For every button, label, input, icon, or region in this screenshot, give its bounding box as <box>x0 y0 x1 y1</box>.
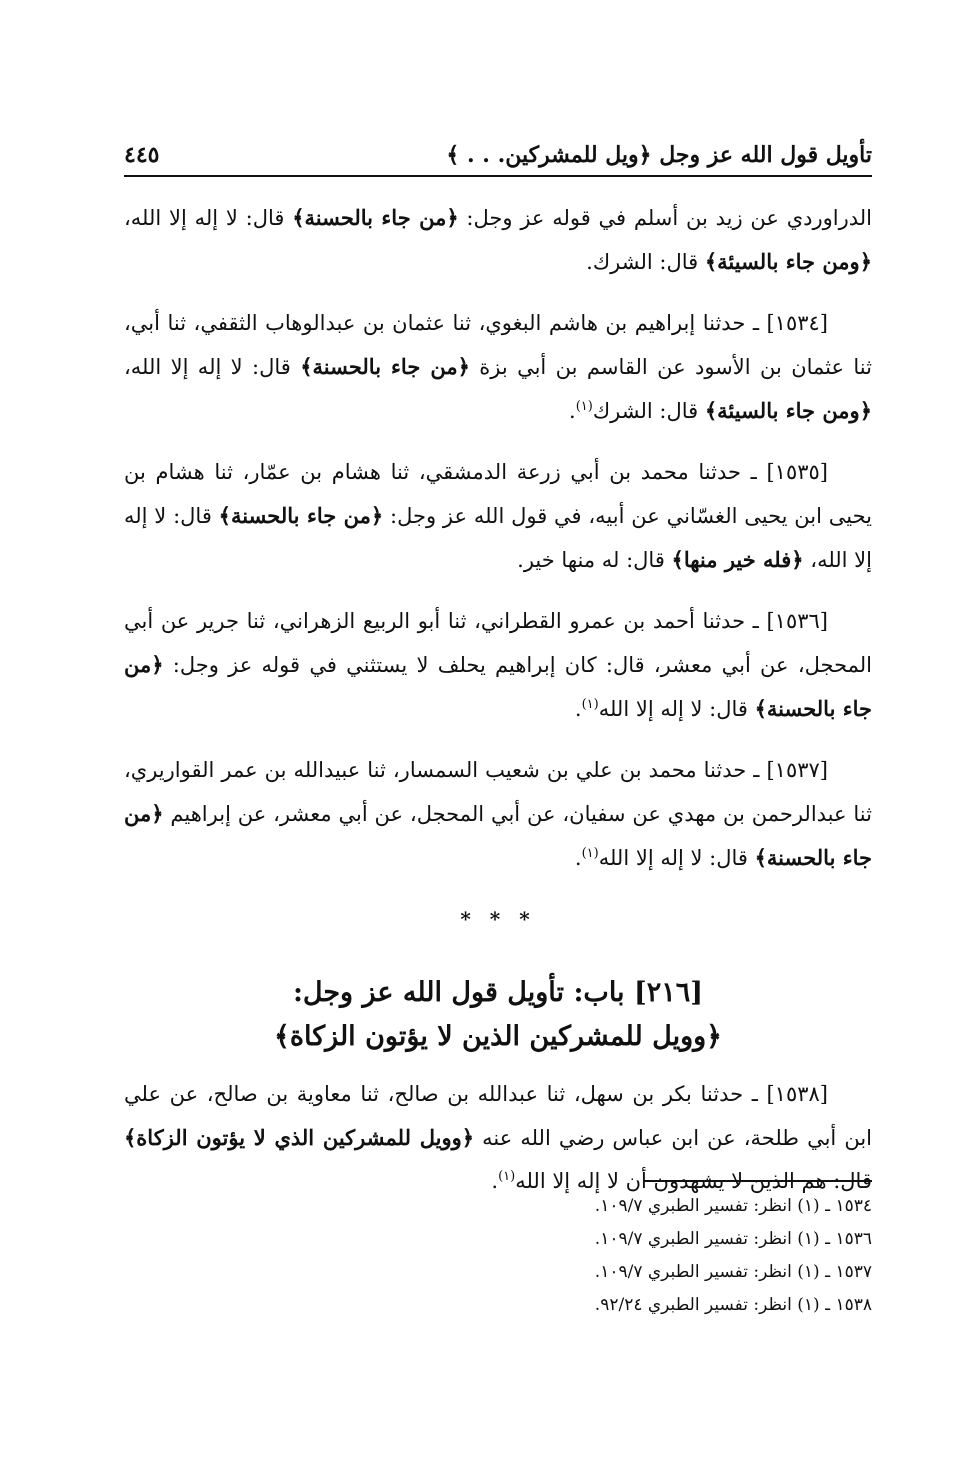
footnote: ١٥٣٦ ـ (١) انظر: تفسير الطبري ١٠٩/٧. <box>594 1229 872 1249</box>
footnote-marker: (١) <box>581 846 599 861</box>
quran-quote: ﴿وويل للمشركين الذي لا يؤتون الزكاة﴾ <box>124 1125 475 1150</box>
footnote: ١٥٣٨ ـ (١) انظر: تفسير الطبري ٩٢/٢٤. <box>594 1295 872 1315</box>
quran-quote: ﴿من جاء بالحسنة﴾ <box>124 801 872 870</box>
footnotes <box>124 1190 872 1322</box>
quran-quote: ﴿ومن جاء بالسيئة﴾ <box>704 249 872 274</box>
chapter-title: [٢١٦] باب: تأويل قول الله عز وجل: <box>292 977 704 1008</box>
paragraph-continuation: الدراوردي عن زيد بن أسلم في قوله عز وجل: ﴿من جاء بالحسنة﴾ قال: لا إله إلا الله، ﴿ومن جاء بالسيئة﴾ قال: الشرك. <box>124 205 873 274</box>
running-header <box>124 128 872 168</box>
hadith-1534: [١٥٣٤] ـ حدثنا إبراهيم بن هاشم البغوي، ثنا عثمان بن عبدالوهاب الثقفي، ثنا أبي، ثنا عثمان بن الأسود عن القاسم بن أبي بزة ﴿من جاء بالحسنة﴾ قال: لا إله إلا الله، ﴿ومن جاء بالسيئة﴾ قال: الشرك$^{(١)}$. <box>124 311 872 423</box>
quran-quote: ﴿من جاء بالحسنة﴾ <box>218 503 384 528</box>
header-rule <box>124 175 872 177</box>
chapter-heading <box>124 971 872 1059</box>
hadith-1537: [١٥٣٧] ـ حدثنا محمد بن علي بن شعيب السمسار، ثنا عبيدالله بن عمر القواريري، ثنا عبدالرحمن بن مهدي عن سفيان، عن أبي المحجل، عن أبي معشر، عن إبراهيم ﴿من جاء بالحسنة﴾ قال: لا إله إلا الله$^{(١)}$. <box>124 758 872 870</box>
hadith-1535: [١٥٣٥] ـ حدثنا محمد بن أبي زرعة الدمشقي، ثنا هشام بن عمّار، ثنا هشام بن يحيى ابن يحيى الغسّاني عن أبيه، في قول الله عز وجل: ﴿من جاء بالحسنة﴾ قال: لا إله إلا الله، ﴿فله خير منها﴾ قال: له منها خير. <box>124 460 872 572</box>
footnote-marker: (١) <box>575 399 593 414</box>
quran-quote: ﴿من جاء بالحسنة﴾ <box>124 652 872 721</box>
footnote-rule <box>643 1180 872 1182</box>
quran-quote: ﴿ومن جاء بالسيئة﴾ <box>704 398 872 423</box>
footnote-marker: (١) <box>581 697 599 712</box>
footnote: ١٥٣٧ ـ (١) انظر: تفسير الطبري ١٠٩/٧. <box>594 1262 872 1282</box>
section-separator: * * * <box>460 907 536 931</box>
footnote: ١٥٣٤ ـ (١) انظر: تفسير الطبري ١٠٩/٧. <box>594 1196 872 1216</box>
footnote-marker: (١) <box>498 1169 516 1184</box>
quran-quote: ﴿فله خير منها﴾ <box>671 547 804 572</box>
hadith-1536: [١٥٣٦] ـ حدثنا أحمد بن عمرو القطراني، ثنا أبو الربيع الزهراني، ثنا جرير عن أبي المحجل، عن أبي معشر، قال: كان إبراهيم يحلف لا يستثني في قوله عز وجل: ﴿من جاء بالحسنة﴾ قال: لا إله إلا الله$^{(١)}$. <box>124 609 872 721</box>
hadith-1538: [١٥٣٨] ـ حدثنا بكر بن سهل، ثنا عبدالله بن صالح، ثنا معاوية بن صالح، عن علي ابن أبي طلحة، عن ابن عباس رضي الله عنه ﴿وويل للمشركين الذي لا يؤتون الزكاة﴾ قال: هم الذين لا يشهدون أن لا إله إلا الله$^{(١)}$. <box>124 1082 872 1193</box>
main-text <box>124 196 872 1221</box>
chapter-verse: ﴿وويل للمشركين الذين لا يؤتون الزكاة﴾ <box>274 1021 722 1052</box>
running-title: تأويل قول الله عز وجل ﴿ويل للمشركين. . . ﴾ <box>446 142 872 168</box>
page-number: ٤٤٥ <box>124 142 160 168</box>
quran-quote: ﴿من جاء بالحسنة﴾ <box>292 205 459 230</box>
quran-quote: ﴿من جاء بالحسنة﴾ <box>300 354 470 379</box>
